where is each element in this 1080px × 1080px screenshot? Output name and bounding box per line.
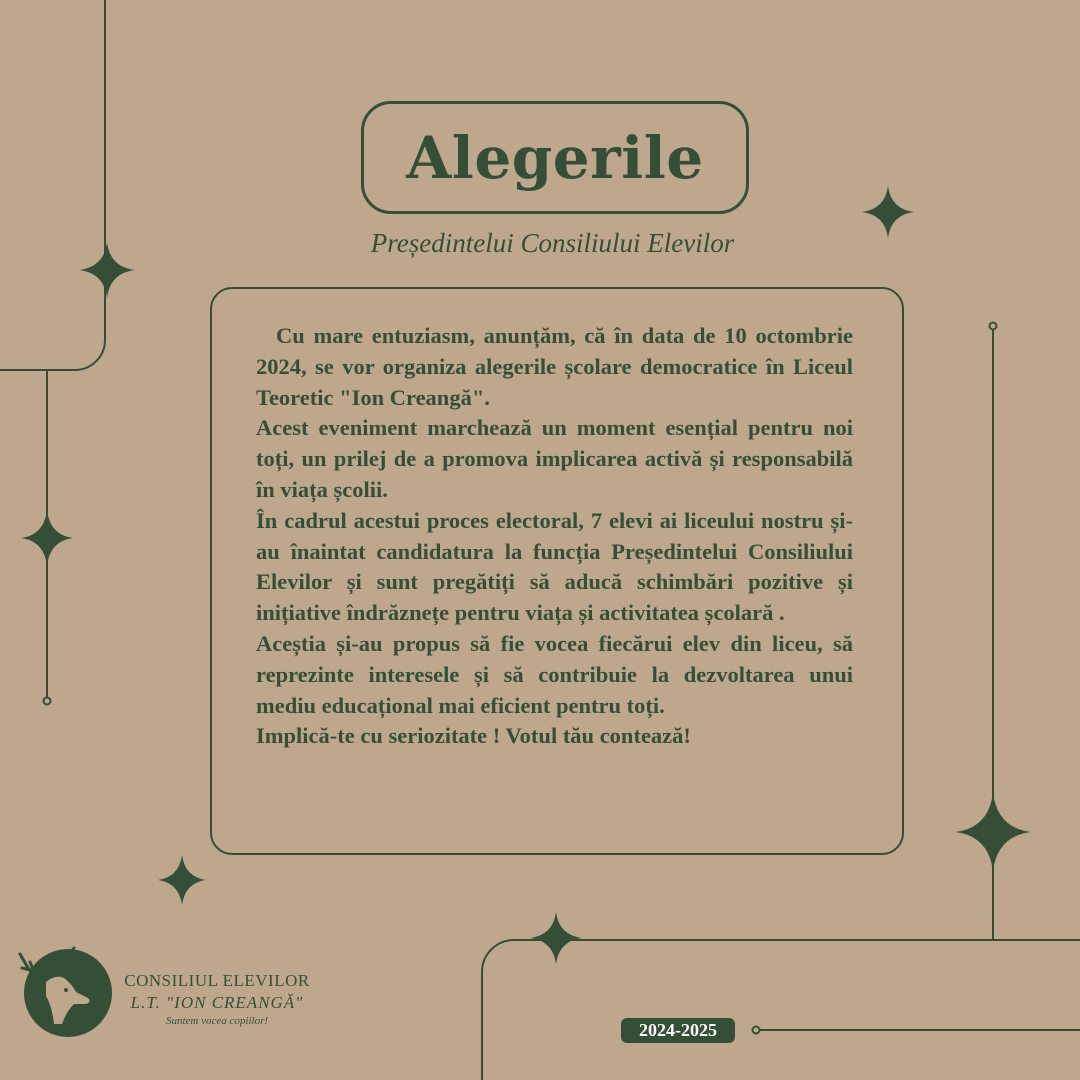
dot-icon — [990, 323, 997, 330]
call-to-action: Implică-te cu seriozitate ! Votul tău contează! — [256, 723, 691, 749]
title-box — [361, 101, 749, 214]
sparkle-icon — [79, 242, 135, 298]
dot-icon — [44, 698, 51, 705]
logo-tagline: Suntem vocea copiilor! — [165, 1015, 269, 1027]
paragraph: Acest eveniment marchează un moment esențial pentru noi toți, un prilej de a promova implicarea activă și responsabilă în viața școlii. — [256, 415, 853, 502]
announcement-text — [256, 321, 853, 752]
page-subtitle: Președintelui Consiliului Elevilor — [370, 228, 735, 258]
sparkle-icon — [158, 855, 206, 905]
sparkle-icon — [530, 912, 582, 964]
frame-line-top-left — [0, 0, 105, 370]
dot-icon — [753, 1027, 760, 1034]
sparkle-icon — [955, 792, 1031, 872]
logo-text — [112, 970, 322, 1028]
paragraph: Cu mare entuziasm, anunțăm, că în data de 10 octombrie 2024, se vor organiza alegerile școlare democratice în Liceul Teoretic "Ion Creangă". — [256, 323, 853, 410]
paragraph: Aceștia și-au propus să fie vocea fiecărui elev din liceu, să reprezinte interesele și să contribuie la dezvoltarea unui mediu educațional mai eficient pentru toți. — [256, 630, 853, 718]
paragraph: În cadrul acestui proces electoral, 7 elevi ai liceului nostru și-au înaintat candidatura la funcția Președintelui Consiliului Elevilor și sunt pregătiți să aducă schimbări pozitive și inițiative îndrăznețe pentru viața și activitatea școlară . — [256, 507, 853, 626]
logo-org-name: CONSILIUL ELEVILOR — [124, 971, 310, 990]
frame-line-bottom-right — [482, 940, 1080, 1080]
year-badge: 2024-2025 — [621, 1018, 735, 1043]
sparkle-icon — [21, 510, 73, 566]
deer-head-icon — [20, 948, 112, 1037]
logo-school-name: L.T. "ION CREANGĂ" — [130, 993, 304, 1012]
page-title: Alegerile — [406, 123, 704, 192]
